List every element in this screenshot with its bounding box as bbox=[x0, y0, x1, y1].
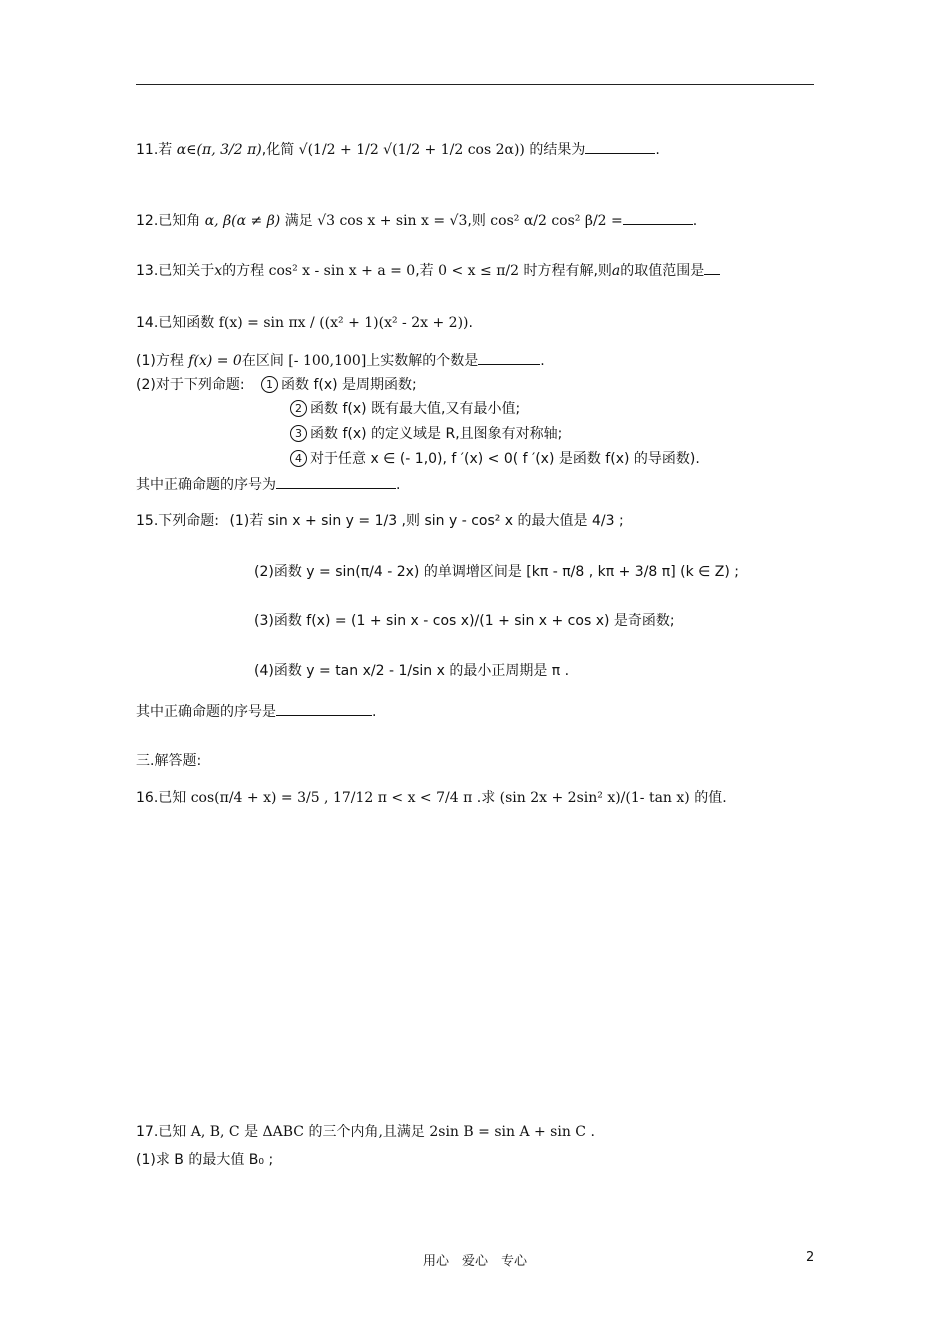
question-13: 13.已知关于x的方程 cos² x - sin x + a = 0,若 0 < x ≤ π/2 时方程有解,则a的取值范围是 bbox=[136, 260, 720, 282]
question-15-answer: 其中正确命题的序号是 . bbox=[136, 701, 376, 723]
q15-statement-3: (3)函数 f(x) = (1 + sin x - cos x)/(1 + sin x + cos x) 是奇函数; bbox=[254, 613, 675, 629]
page-number: 2 bbox=[806, 1250, 815, 1265]
page-footer: 用心 爱心 专心 bbox=[422, 1254, 527, 1269]
answer-blank bbox=[276, 701, 372, 716]
q14-item-1: 1 函数 f(x) 是周期函数; bbox=[261, 377, 417, 393]
q15-statement-2: (2)函数 y = sin(π/4 - 2x) 的单调增区间是 [kπ - π/8 , kπ + 3/8 π] (k ∈ Z) ; bbox=[254, 564, 740, 580]
q12-equation: √3 cos x + sin x = √3 bbox=[317, 213, 468, 229]
question-14-answer: 其中正确命题的序号为 . bbox=[136, 474, 400, 496]
q14-function: f(x) = sin πx / ((x² + 1)(x² - 2x + 2)) bbox=[218, 315, 469, 331]
section-heading: 三.解答题: bbox=[136, 753, 202, 769]
q14-item-3: 3 函数 f(x) 的定义域是 R,且图象有对称轴; bbox=[290, 423, 562, 445]
q15-statement-1: (1)若 sin x + sin y = 1/3 ,则 sin y - cos² x 的最大值是 4/3 ; bbox=[229, 513, 624, 529]
q14-item-2: 2 函数 f(x) 既有最大值,又有最小值; bbox=[290, 398, 520, 420]
question-15: 15.下列命题: (1)若 sin x + sin y = 1/3 ,则 sin y - cos² x 的最大值是 4/3 ; bbox=[136, 513, 624, 529]
answer-blank bbox=[585, 139, 655, 154]
q12-expression: cos² α/2 cos² β/2 = bbox=[490, 213, 623, 229]
question-12: 12.已知角 α, β(α ≠ β) 满足 √3 cos x + sin x = √3,则 cos² α/2 cos² β/2 = . bbox=[136, 210, 697, 232]
question-14-part-1: (1)方程 f(x) = 0在区间 [- 100,100]上实数解的个数是 . bbox=[136, 350, 545, 372]
q11-expression: √(1/2 + 1/2 √(1/2 + 1/2 cos 2α)) bbox=[298, 142, 525, 158]
answer-blank bbox=[478, 350, 540, 365]
question-11: 11.若 α∈(π, 3/2 π),化简 √(1/2 + 1/2 √(1/2 + 1/2 cos 2α)) 的结果为 . bbox=[136, 139, 660, 161]
answer-blank bbox=[276, 474, 396, 489]
question-14: 14.已知函数 f(x) = sin πx / ((x² + 1)(x² - 2x + 2)). bbox=[136, 315, 473, 331]
answer-blank bbox=[704, 260, 720, 275]
question-16: 16.已知 cos(π/4 + x) = 3/5 , 17/12 π < x < 7/4 π .求 (sin 2x + 2sin² x)/(1- tan x) 的值. bbox=[136, 790, 727, 806]
question-17: 17.已知 A, B, C 是 ΔABC 的三个内角,且满足 2sin B = sin A + sin C . bbox=[136, 1124, 595, 1140]
question-17-part-1: (1)求 B 的最大值 B₀ ; bbox=[136, 1152, 274, 1168]
q11-condition: α∈(π, 3/2 π) bbox=[176, 142, 262, 158]
header-rule bbox=[136, 84, 814, 85]
q15-statement-4: (4)函数 y = tan x/2 - 1/sin x 的最小正周期是 π . bbox=[254, 663, 570, 679]
q14-item-4: 4 对于任意 x ∈ (- 1,0), f ′(x) < 0( f ′(x) 是函数 f(x) 的导函数). bbox=[290, 448, 700, 470]
answer-blank bbox=[623, 210, 693, 225]
q13-condition: 0 < x ≤ π/2 bbox=[438, 263, 520, 279]
q13-equation: cos² x - sin x + a = 0 bbox=[268, 263, 416, 279]
question-14-part-2: (2)对于下列命题: 1 函数 f(x) 是周期函数; bbox=[136, 377, 417, 393]
